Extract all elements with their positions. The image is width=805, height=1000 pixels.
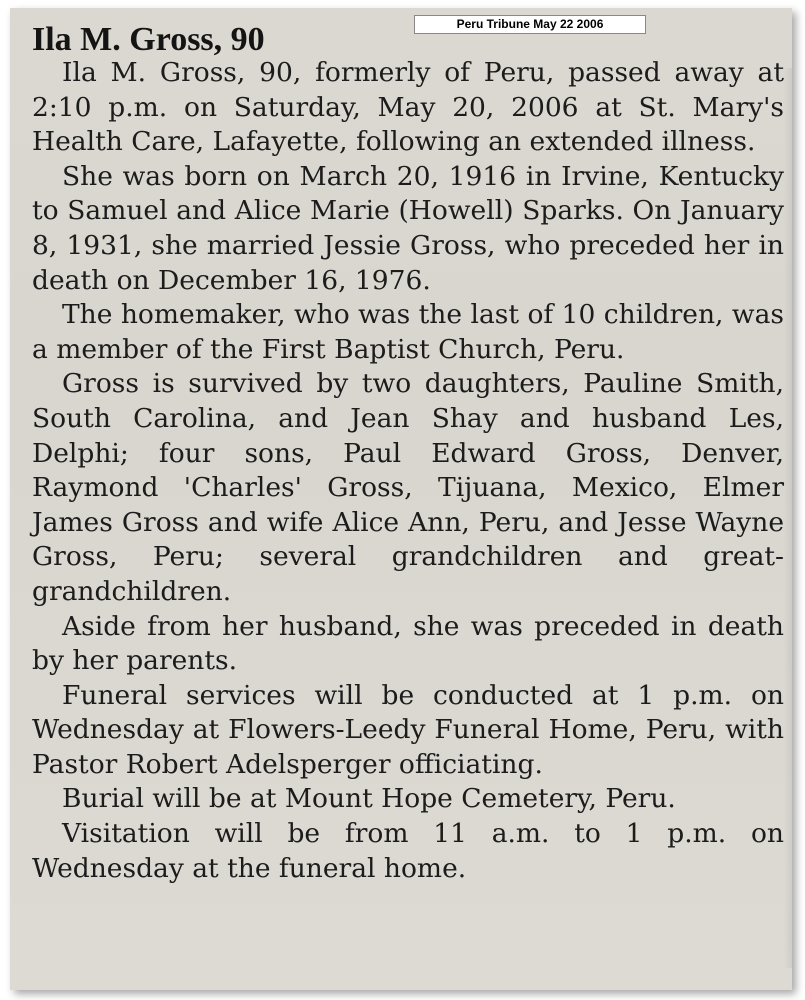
- paragraph-birth-marriage: She was born on March 20, 1916 in Irvine, Kentucky to Samuel and Alice Marie (Howell) Sparks. On January 8, 1931, she married Jessie Gross, who preceded her in death on December 16, 1976.: [32, 160, 784, 296]
- paragraph-preceded: Aside from her husband, she was preceded in death by her parents.: [32, 610, 784, 677]
- obituary-body: [32, 56, 784, 886]
- obituary-headline: Ila M. Gross, 90: [32, 21, 265, 58]
- paragraph-funeral: Funeral services will be conducted at 1 p.m. on Wednesday at Flowers-Leedy Funeral Home, Peru, with Pastor Robert Adelsperger officiating.: [32, 679, 784, 780]
- page-edge-shadow: [784, 68, 792, 968]
- paragraph-survivors: Gross is survived by two daughters, Pauline Smith, South Carolina, and Jean Shay and husband Les, Delphi; four sons, Paul Edward Gross, Denver, Raymond 'Charles' Gross, Tijuana, Mexico, Elmer James Gross and wife Alice Ann, Peru, and Jesse Wayne Gross, Peru; several grandchildren and great-grandchildren.: [32, 368, 784, 607]
- paragraph-visitation: Visitation will be from 11 a.m. to 1 p.m. on Wednesday at the funeral home.: [32, 818, 784, 884]
- source-label: Peru Tribune May 22 2006: [414, 15, 646, 34]
- paragraph-burial: Burial will be at Mount Hope Cemetery, Peru.: [62, 783, 676, 815]
- paragraph-announcement: Ila M. Gross, 90, formerly of Peru, passed away at 2:10 p.m. on Saturday, May 20, 2006 at St. Mary's Health Care, Lafayette, following an extended illness.: [32, 57, 784, 158]
- paragraph-homemaker: The homemaker, who was the last of 10 children, was a member of the First Baptist Church, Peru.: [32, 299, 784, 365]
